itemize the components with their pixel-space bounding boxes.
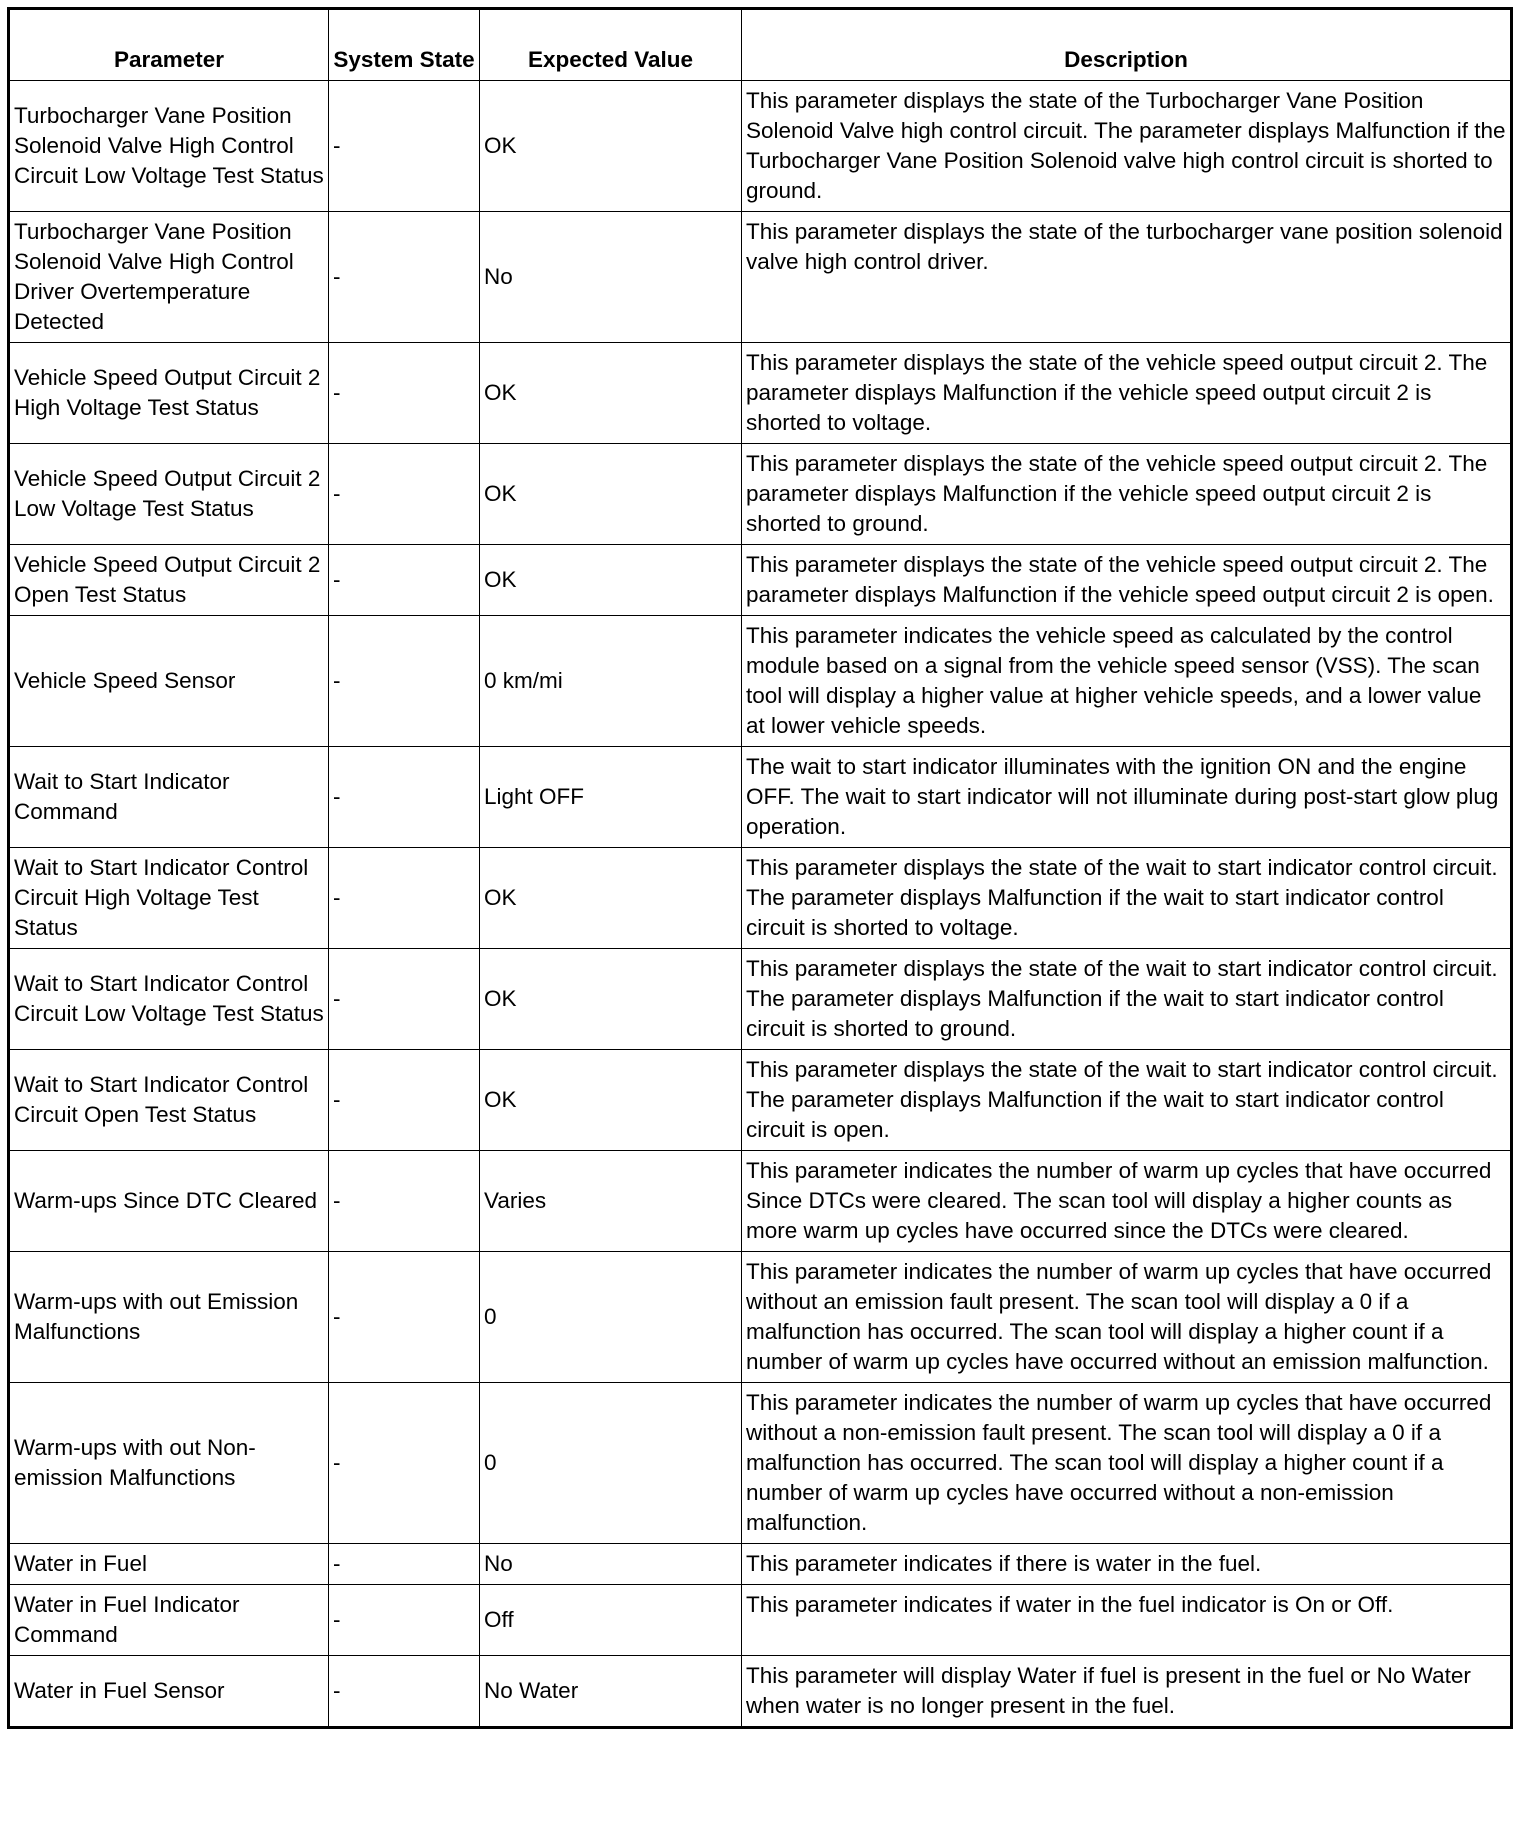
parameter-cell: Vehicle Speed Output Circuit 2 High Voltage Test Status xyxy=(9,343,329,444)
parameter-cell: Vehicle Speed Sensor xyxy=(9,616,329,747)
parameter-cell: Turbocharger Vane Position Solenoid Valve High Control Circuit Low Voltage Test Status xyxy=(9,81,329,212)
parameter-cell: Water in Fuel Sensor xyxy=(9,1656,329,1728)
system-state-cell: - xyxy=(329,545,480,616)
header-parameter: Parameter xyxy=(9,9,329,81)
table-row xyxy=(9,616,1512,747)
header-system-state: System State xyxy=(329,9,480,81)
system-state-cell: - xyxy=(329,1050,480,1151)
expected-value-cell: OK xyxy=(480,444,742,545)
table-row xyxy=(9,1252,1512,1383)
system-state-cell: - xyxy=(329,949,480,1050)
description-cell: This parameter displays the state of the wait to start indicator control circuit. The parameter displays Malfunction if the wait to start indicator control circuit is shorted to voltage. xyxy=(742,848,1512,949)
description-cell: This parameter indicates the number of warm up cycles that have occurred Since DTCs were cleared. The scan tool will display a higher counts as more warm up cycles have occurred since the DTCs were cleared. xyxy=(742,1151,1512,1252)
parameter-cell: Turbocharger Vane Position Solenoid Valve High Control Driver Overtemperature Detected xyxy=(9,212,329,343)
description-cell: This parameter indicates the number of warm up cycles that have occurred without a non-emission fault present. The scan tool will display a 0 if a malfunction has occurred. The scan tool will display a higher count if a number of warm up cycles have occurred without a non-emission malfunction. xyxy=(742,1383,1512,1544)
table-row xyxy=(9,212,1512,343)
expected-value-cell: No Water xyxy=(480,1656,742,1728)
expected-value-cell: OK xyxy=(480,81,742,212)
parameter-cell: Warm-ups with out Non-emission Malfunctions xyxy=(9,1383,329,1544)
system-state-cell: - xyxy=(329,1656,480,1728)
parameter-table xyxy=(7,7,1513,1729)
table-row xyxy=(9,848,1512,949)
table-row xyxy=(9,949,1512,1050)
table-row xyxy=(9,1656,1512,1728)
system-state-cell: - xyxy=(329,747,480,848)
header-description: Description xyxy=(742,9,1512,81)
table-row xyxy=(9,1544,1512,1585)
table-row xyxy=(9,1585,1512,1656)
table-row xyxy=(9,343,1512,444)
system-state-cell: - xyxy=(329,81,480,212)
description-cell: This parameter displays the state of the wait to start indicator control circuit. The parameter displays Malfunction if the wait to start indicator control circuit is open. xyxy=(742,1050,1512,1151)
parameter-cell: Vehicle Speed Output Circuit 2 Open Test Status xyxy=(9,545,329,616)
description-cell: This parameter displays the state of the vehicle speed output circuit 2. The parameter displays Malfunction if the vehicle speed output circuit 2 is shorted to ground. xyxy=(742,444,1512,545)
parameter-cell: Water in Fuel Indicator Command xyxy=(9,1585,329,1656)
expected-value-cell: OK xyxy=(480,1050,742,1151)
expected-value-cell: No xyxy=(480,212,742,343)
description-cell: This parameter displays the state of the turbocharger vane position solenoid valve high control driver. xyxy=(742,212,1512,343)
expected-value-cell: OK xyxy=(480,545,742,616)
expected-value-cell: OK xyxy=(480,848,742,949)
system-state-cell: - xyxy=(329,848,480,949)
system-state-cell: - xyxy=(329,616,480,747)
parameter-cell: Water in Fuel xyxy=(9,1544,329,1585)
table-row xyxy=(9,545,1512,616)
description-cell: This parameter indicates the vehicle speed as calculated by the control module based on a signal from the vehicle speed sensor (VSS). The scan tool will display a higher value at higher vehicle speeds, and a lower value at lower vehicle speeds. xyxy=(742,616,1512,747)
expected-value-cell: 0 xyxy=(480,1383,742,1544)
table-row xyxy=(9,747,1512,848)
parameter-cell: Vehicle Speed Output Circuit 2 Low Voltage Test Status xyxy=(9,444,329,545)
parameter-cell: Wait to Start Indicator Control Circuit Open Test Status xyxy=(9,1050,329,1151)
expected-value-cell: No xyxy=(480,1544,742,1585)
description-cell: This parameter displays the state of the vehicle speed output circuit 2. The parameter displays Malfunction if the vehicle speed output circuit 2 is open. xyxy=(742,545,1512,616)
system-state-cell: - xyxy=(329,343,480,444)
system-state-cell: - xyxy=(329,212,480,343)
parameter-cell: Warm-ups with out Emission Malfunctions xyxy=(9,1252,329,1383)
table-row xyxy=(9,81,1512,212)
description-cell: This parameter displays the state of the wait to start indicator control circuit. The parameter displays Malfunction if the wait to start indicator control circuit is shorted to ground. xyxy=(742,949,1512,1050)
expected-value-cell: Off xyxy=(480,1585,742,1656)
parameter-cell: Wait to Start Indicator Control Circuit High Voltage Test Status xyxy=(9,848,329,949)
description-cell: This parameter indicates if water in the fuel indicator is On or Off. xyxy=(742,1585,1512,1656)
description-cell: This parameter displays the state of the vehicle speed output circuit 2. The parameter displays Malfunction if the vehicle speed output circuit 2 is shorted to voltage. xyxy=(742,343,1512,444)
table-row xyxy=(9,1151,1512,1252)
parameter-cell: Wait to Start Indicator Command xyxy=(9,747,329,848)
system-state-cell: - xyxy=(329,1544,480,1585)
table-row xyxy=(9,444,1512,545)
system-state-cell: - xyxy=(329,1252,480,1383)
system-state-cell: - xyxy=(329,1383,480,1544)
parameter-cell: Wait to Start Indicator Control Circuit Low Voltage Test Status xyxy=(9,949,329,1050)
parameter-cell: Warm-ups Since DTC Cleared xyxy=(9,1151,329,1252)
system-state-cell: - xyxy=(329,1585,480,1656)
description-cell: The wait to start indicator illuminates with the ignition ON and the engine OFF. The wait to start indicator will not illuminate during post-start glow plug operation. xyxy=(742,747,1512,848)
description-cell: This parameter displays the state of the Turbocharger Vane Position Solenoid Valve high control circuit. The parameter displays Malfunction if the Turbocharger Vane Position Solenoid valve high control circuit is shorted to ground. xyxy=(742,81,1512,212)
expected-value-cell: Light OFF xyxy=(480,747,742,848)
description-cell: This parameter indicates the number of warm up cycles that have occurred without an emission fault present. The scan tool will display a 0 if a malfunction has occurred. The scan tool will display a higher count if a number of warm up cycles have occurred without an emission malfunction. xyxy=(742,1252,1512,1383)
table-row xyxy=(9,1383,1512,1544)
table-row xyxy=(9,1050,1512,1151)
header-expected-value: Expected Value xyxy=(480,9,742,81)
system-state-cell: - xyxy=(329,1151,480,1252)
system-state-cell: - xyxy=(329,444,480,545)
description-cell: This parameter indicates if there is water in the fuel. xyxy=(742,1544,1512,1585)
header-row xyxy=(9,9,1512,81)
expected-value-cell: OK xyxy=(480,343,742,444)
expected-value-cell: Varies xyxy=(480,1151,742,1252)
expected-value-cell: 0 km/mi xyxy=(480,616,742,747)
expected-value-cell: OK xyxy=(480,949,742,1050)
description-cell: This parameter will display Water if fuel is present in the fuel or No Water when water is no longer present in the fuel. xyxy=(742,1656,1512,1728)
expected-value-cell: 0 xyxy=(480,1252,742,1383)
